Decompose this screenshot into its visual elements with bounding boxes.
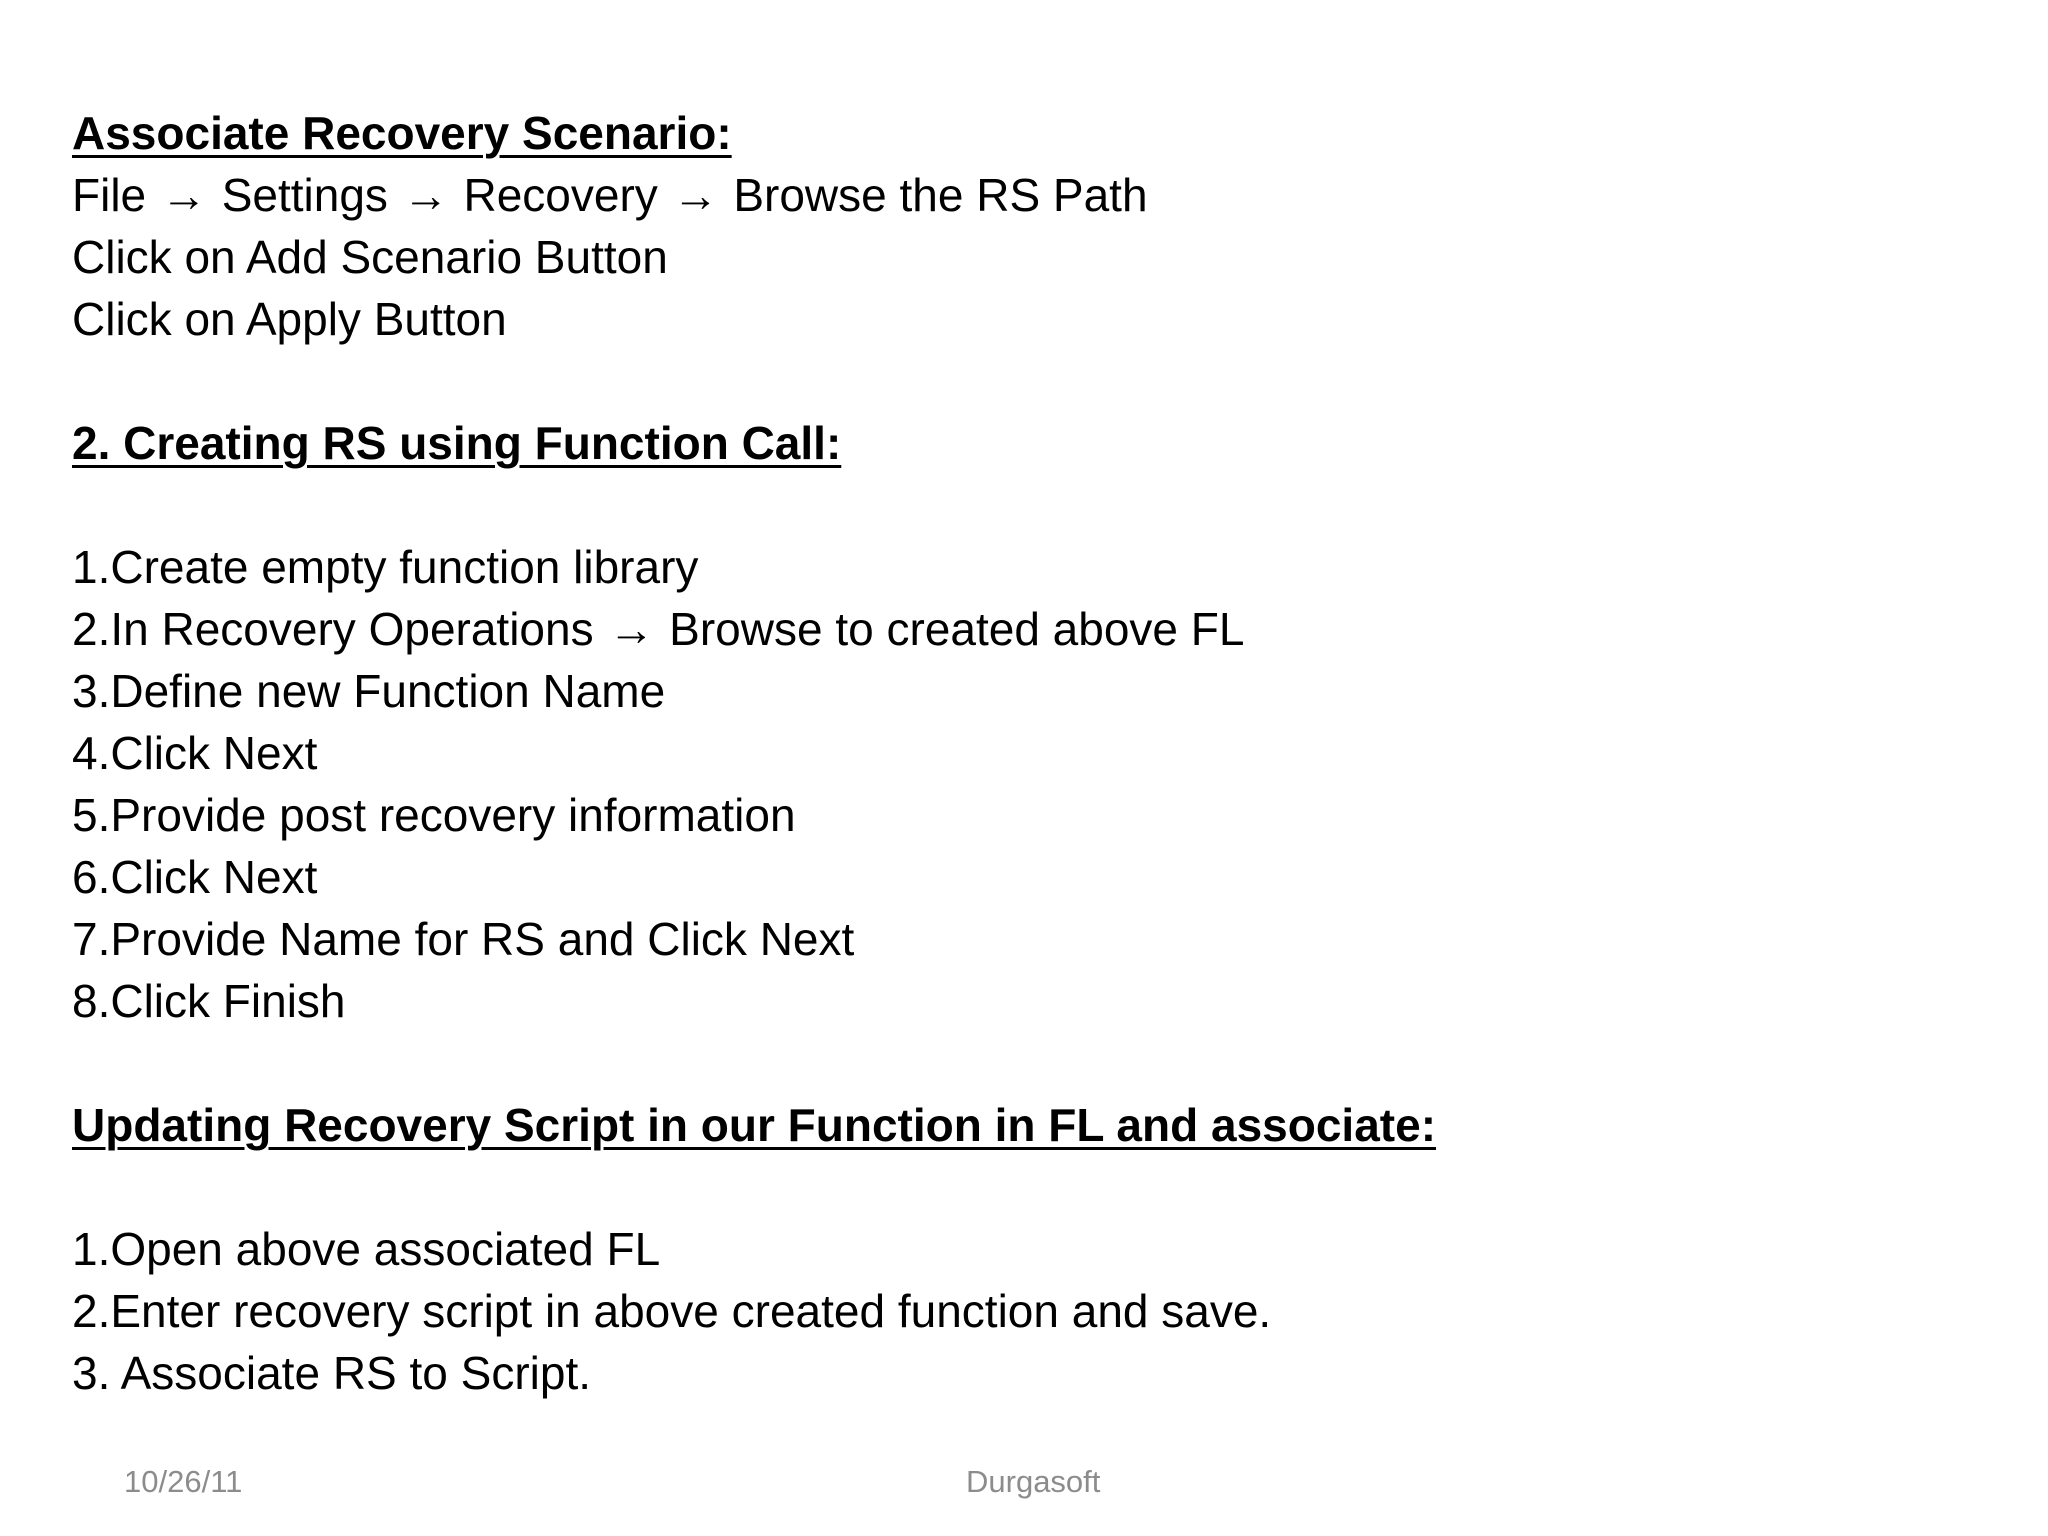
list-item: 4.Click Next	[72, 727, 318, 779]
spacer	[72, 474, 1972, 536]
section-heading-updating-script: Updating Recovery Script in our Function in FL and associate:	[72, 1099, 1437, 1151]
list-item: 3.Define new Function Name	[72, 665, 666, 717]
footer-author: Durgasoft	[966, 1464, 1101, 1499]
path-recovery: Recovery	[463, 169, 658, 221]
list-item: 1.Create empty function library	[72, 541, 699, 593]
instruction-line: Click on Add Scenario Button	[72, 231, 668, 283]
list-item	[72, 598, 1972, 660]
slide-content	[72, 102, 1972, 1404]
instruction-line: Click on Apply Button	[72, 293, 507, 345]
right-arrow-icon: →	[402, 169, 449, 221]
step-suffix: Browse to created above FL	[669, 603, 1245, 655]
path-browse: Browse the RS Path	[733, 169, 1148, 221]
right-arrow-icon: →	[160, 169, 207, 221]
list-item: 5.Provide post recovery information	[72, 789, 796, 841]
right-arrow-icon: →	[672, 169, 719, 221]
list-item: 8.Click Finish	[72, 975, 346, 1027]
list-item: 3. Associate RS to Script.	[72, 1347, 592, 1399]
list-item: 2.Enter recovery script in above created function and save.	[72, 1285, 1272, 1337]
path-file: File	[72, 169, 147, 221]
spacer	[72, 350, 1972, 412]
spacer	[72, 1032, 1972, 1094]
list-item: 7.Provide Name for RS and Click Next	[72, 913, 855, 965]
section-heading-function-call: 2. Creating RS using Function Call:	[72, 417, 842, 469]
menu-path-line	[72, 164, 1972, 226]
list-item: 6.Click Next	[72, 851, 318, 903]
footer-date: 10/26/11	[124, 1464, 243, 1499]
list-item: 1.Open above associated FL	[72, 1223, 661, 1275]
spacer	[72, 1156, 1972, 1218]
section-heading-associate-recovery: Associate Recovery Scenario:	[72, 107, 732, 159]
right-arrow-icon: →	[608, 603, 655, 655]
path-settings: Settings	[221, 169, 388, 221]
step-prefix: 2.In Recovery Operations	[72, 603, 594, 655]
